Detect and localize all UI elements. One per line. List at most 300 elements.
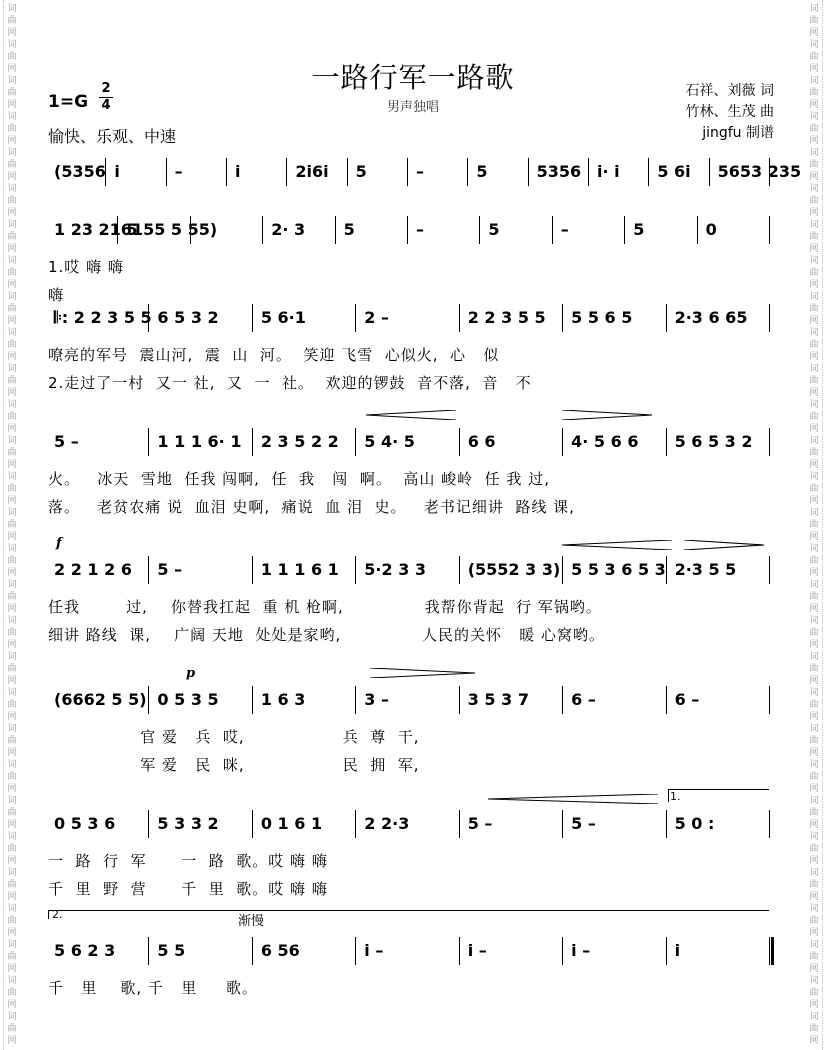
measure-notes: 5 6i [657, 162, 691, 181]
staff-line-6 [48, 686, 772, 714]
measure-notes: 𝄆: 2 2 3 5 5 [54, 308, 152, 327]
watermark-char: 曲 [7, 88, 17, 98]
watermark-char: 曲 [7, 448, 17, 458]
watermark-char: 曲 [809, 880, 819, 890]
barline [148, 556, 149, 584]
watermark-char: 曲 [7, 880, 17, 890]
measure-notes: 2 3 5 2 2 [260, 432, 339, 451]
watermark-char: 网 [809, 424, 819, 434]
watermark-char: 网 [7, 928, 17, 938]
measure-notes: – [416, 220, 424, 239]
barline [459, 686, 460, 714]
crescendo-hairpin-3 [370, 668, 475, 678]
watermark-char: 词 [809, 976, 819, 986]
watermark-char: 词 [7, 256, 17, 266]
watermark-char: 词 [809, 436, 819, 446]
barline [148, 304, 149, 332]
barline [709, 158, 710, 186]
measure-notes: 1 1 1 6· 1 [157, 432, 242, 451]
time-bottom: 4 [101, 98, 111, 113]
barline [467, 158, 468, 186]
watermark-char: 网 [809, 172, 819, 182]
watermark-char: 词 [7, 796, 17, 806]
watermark-char: 词 [809, 112, 819, 122]
watermark-char: 曲 [809, 952, 819, 962]
barline [769, 216, 770, 244]
watermark-char: 词 [7, 760, 17, 770]
measure-notes: (5552 3 3) [467, 560, 561, 579]
barline [562, 428, 563, 456]
barline [355, 304, 356, 332]
barline [459, 810, 460, 838]
measure-notes: 6 – [571, 690, 596, 709]
measure-notes: 5653 235 [717, 162, 802, 181]
watermark-char: 曲 [809, 376, 819, 386]
watermark-char: 词 [7, 868, 17, 878]
watermark-char: 网 [7, 424, 17, 434]
watermark-char: 词 [7, 580, 17, 590]
measure-notes: 5 – [571, 814, 596, 833]
measure-notes: 2·3 5 5 [674, 560, 737, 579]
watermark-char: 曲 [809, 232, 819, 242]
watermark-char: 词 [809, 760, 819, 770]
watermark-char: 网 [809, 244, 819, 254]
watermark-char: 词 [809, 868, 819, 878]
watermark-char: 网 [7, 1000, 17, 1010]
watermark-char: 曲 [809, 88, 819, 98]
watermark-char: 网 [809, 1036, 819, 1046]
staff-line-3 [48, 304, 772, 332]
watermark-char: 曲 [809, 124, 819, 134]
watermark-char: 曲 [7, 160, 17, 170]
watermark-char: 网 [7, 532, 17, 542]
volta-2-bracket [48, 910, 769, 919]
staff-line-2 [48, 216, 772, 244]
ritardando-mark: 渐慢 [238, 914, 265, 929]
watermark-char: 网 [7, 280, 17, 290]
watermark-char: 网 [809, 64, 819, 74]
barline [769, 686, 770, 714]
barline [666, 810, 667, 838]
measure-notes: 5356 [536, 162, 582, 181]
lyric-line: 军 爱 民 咪, 民 拥 军, [48, 756, 420, 774]
measure-notes: i [235, 162, 241, 181]
lyric-line: 千 里 歌, 千 里 歌。 [48, 979, 259, 997]
measure-notes: 2· 3 [271, 220, 306, 239]
watermark-char: 词 [7, 652, 17, 662]
watermark-char: 网 [7, 244, 17, 254]
measure-notes: 2 2 1 2 6 [54, 560, 132, 579]
watermark-char: 曲 [809, 988, 819, 998]
watermark-char: 曲 [809, 1024, 819, 1034]
barline [347, 158, 348, 186]
watermark-char: 曲 [7, 772, 17, 782]
measure-notes: 0 5 3 5 [157, 690, 219, 709]
watermark-char: 曲 [809, 700, 819, 710]
watermark-char: 曲 [7, 736, 17, 746]
measure-notes: 5 – [467, 814, 493, 833]
watermark-char: 网 [809, 532, 819, 542]
watermark-char: 网 [7, 712, 17, 722]
measure-notes: 4· 5 6 6 [571, 432, 639, 451]
barline [479, 216, 480, 244]
barline [252, 304, 253, 332]
watermark-char: 词 [809, 472, 819, 482]
measure-notes: 3 5 3 7 [467, 690, 529, 709]
measure-notes: 0 [705, 220, 717, 239]
watermark-char: 词 [7, 112, 17, 122]
watermark-char: 词 [809, 4, 819, 14]
measure-notes: 5 6·1 [260, 308, 306, 327]
barline [252, 556, 253, 584]
watermark-char: 网 [809, 1000, 819, 1010]
watermark-char: 网 [7, 892, 17, 902]
watermark-char: 词 [7, 940, 17, 950]
barline [407, 158, 408, 186]
barline [355, 810, 356, 838]
lyric-line: 落。 老贫农痛 说 血泪 史啊, 痛说 血 泪 史。 老书记细讲 路线 课, [48, 498, 575, 516]
song-subtitle: 男声独唱 [386, 100, 439, 115]
barline [552, 216, 553, 244]
measure-notes: 1 1 1 6 1 [260, 560, 339, 579]
barline [562, 937, 563, 965]
measure-notes: i – [467, 941, 487, 960]
watermark-char: 网 [809, 316, 819, 326]
measure-notes: 3 – [364, 690, 389, 709]
song-title: 一路行军一路歌 [311, 61, 515, 94]
watermark-char: 词 [7, 688, 17, 698]
watermark-char: 词 [809, 364, 819, 374]
watermark-char: 词 [809, 652, 819, 662]
tempo-marking: 愉快、乐观、中速 [48, 127, 177, 146]
watermark-char: 网 [809, 136, 819, 146]
watermark-char: 网 [7, 964, 17, 974]
watermark-char: 曲 [7, 52, 17, 62]
watermark-char: 网 [7, 640, 17, 650]
watermark-char: 词 [7, 976, 17, 986]
lyric-line: 1.哎 嗨 嗨 [48, 258, 124, 276]
measure-notes: 5 5 3 6 5 3 [571, 560, 666, 579]
watermark-char: 曲 [7, 592, 17, 602]
lyric-line: 一 路 行 军 一 路 歌。哎 嗨 嗨 [48, 852, 328, 870]
watermark-char: 曲 [7, 916, 17, 926]
barline [562, 304, 563, 332]
watermark-char: 词 [7, 220, 17, 230]
watermark-char: 网 [809, 712, 819, 722]
watermark-char: 网 [7, 496, 17, 506]
measure-notes: 5 5 [157, 941, 186, 960]
watermark-char: 曲 [809, 340, 819, 350]
barline [648, 158, 649, 186]
watermark-char: 词 [809, 1012, 819, 1022]
watermark-char: 词 [809, 544, 819, 554]
credit-lyricist: 石祥、刘薇 词 [685, 83, 774, 99]
watermark-char: 词 [7, 148, 17, 158]
watermark-char: 网 [809, 928, 819, 938]
dynamic-piano: p [186, 666, 196, 681]
measure-notes: 5 [488, 220, 500, 239]
watermark-char: 网 [7, 172, 17, 182]
barline [459, 937, 460, 965]
watermark-char: 曲 [809, 556, 819, 566]
watermark-char: 曲 [7, 340, 17, 350]
decrescendo-hairpin-1 [366, 410, 456, 420]
watermark-char: 网 [809, 820, 819, 830]
watermark-char: 网 [809, 388, 819, 398]
watermark-char: 曲 [7, 484, 17, 494]
watermark-char: 词 [7, 904, 17, 914]
crescendo-hairpin-1 [562, 410, 652, 420]
watermark-char: 词 [7, 436, 17, 446]
watermark-char: 网 [7, 568, 17, 578]
watermark-char: 网 [809, 748, 819, 758]
watermark-char: 网 [7, 388, 17, 398]
watermark-char: 词 [809, 220, 819, 230]
lyric-line: 官 爱 兵 哎, 兵 尊 干, [48, 728, 420, 746]
watermark-char: 词 [7, 1012, 17, 1022]
watermark-char: 曲 [809, 916, 819, 926]
barline [562, 556, 563, 584]
watermark-char: 网 [7, 460, 17, 470]
watermark-char: 词 [809, 400, 819, 410]
measure-notes: i [674, 941, 681, 960]
watermark-char: 词 [7, 724, 17, 734]
watermark-char: 曲 [7, 196, 17, 206]
watermark-char: 词 [809, 688, 819, 698]
measure-notes: 5 6 5 3 2 [674, 432, 753, 451]
watermark-char: 词 [809, 508, 819, 518]
watermark-char: 词 [809, 904, 819, 914]
watermark-char: 网 [809, 496, 819, 506]
barline [666, 304, 667, 332]
watermark-char: 网 [7, 100, 17, 110]
measure-notes: 0 1 6 1 [260, 814, 323, 833]
time-top: 2 [101, 81, 111, 96]
lyric-line: 嗨 [48, 286, 65, 304]
watermark-char: 曲 [7, 952, 17, 962]
watermark-char: 词 [7, 472, 17, 482]
barline [226, 158, 227, 186]
staff-line-1 [48, 158, 802, 186]
watermark-char: 词 [7, 40, 17, 50]
measure-notes: 2 – [364, 308, 389, 327]
barline [459, 304, 460, 332]
watermark-char: 曲 [7, 556, 17, 566]
barline [769, 304, 770, 332]
measure-notes: – [416, 162, 424, 181]
staff-line-8 [48, 937, 772, 965]
watermark-char: 词 [7, 4, 17, 14]
barline [262, 216, 263, 244]
volta-1-bracket [668, 789, 769, 802]
measure-notes: 5 – [54, 432, 79, 451]
watermark-char: 网 [7, 1036, 17, 1046]
watermark-char: 网 [7, 136, 17, 146]
watermark-char: 词 [809, 580, 819, 590]
watermark-char: 曲 [7, 808, 17, 818]
measure-notes: i· i [597, 162, 620, 181]
watermark-char: 曲 [809, 412, 819, 422]
volta-2-label: 2. [52, 908, 63, 921]
barline [666, 428, 667, 456]
watermark-char: 曲 [809, 844, 819, 854]
watermark-char: 词 [809, 76, 819, 86]
watermark-char: 词 [809, 796, 819, 806]
measure-notes: 2 2·3 [364, 814, 410, 833]
measure-notes: (6662 5 5) [54, 690, 147, 709]
measure-notes: 6 – [674, 690, 700, 709]
decrescendo-hairpin-2 [562, 540, 672, 550]
watermark-right [802, 0, 826, 1050]
watermark-char: 曲 [809, 16, 819, 26]
watermark-char: 词 [809, 256, 819, 266]
barline [588, 158, 589, 186]
watermark-char: 网 [809, 604, 819, 614]
watermark-char: 曲 [7, 412, 17, 422]
watermark-char: 曲 [7, 376, 17, 386]
watermark-char: 词 [809, 328, 819, 338]
watermark-char: 词 [7, 616, 17, 626]
watermark-char: 网 [809, 892, 819, 902]
barline [459, 428, 460, 456]
measure-notes: 5 [355, 162, 367, 181]
watermark-char: 网 [809, 460, 819, 470]
barline [252, 428, 253, 456]
barline [105, 158, 106, 186]
watermark-char: 网 [7, 604, 17, 614]
watermark-char: 网 [7, 208, 17, 218]
time-signature [99, 82, 113, 113]
watermark-char: 曲 [7, 844, 17, 854]
measure-notes: i – [571, 941, 591, 960]
barline [355, 428, 356, 456]
barline [148, 428, 149, 456]
crescendo-hairpin-4 [488, 794, 658, 804]
watermark-char: 曲 [7, 124, 17, 134]
barline [355, 556, 356, 584]
barline [769, 556, 770, 584]
barline [769, 158, 770, 186]
watermark-char: 网 [7, 64, 17, 74]
watermark-char: 曲 [809, 664, 819, 674]
watermark-char: 网 [809, 208, 819, 218]
staff-line-4 [48, 428, 772, 456]
barline [769, 810, 770, 838]
watermark-char: 网 [7, 316, 17, 326]
watermark-char: 网 [809, 352, 819, 362]
barline [769, 428, 770, 456]
measure-notes: 2i6i [295, 162, 329, 181]
lyric-line: 2.走过了一村 又一 社, 又 一 社。 欢迎的锣鼓 音不落, 音 不 [48, 374, 532, 392]
barline [117, 216, 118, 244]
barline [697, 216, 698, 244]
barline [252, 686, 253, 714]
staff-line-7 [48, 810, 772, 838]
staff-line-5 [48, 556, 772, 584]
measure-notes: 5 [633, 220, 645, 239]
watermark-char: 网 [7, 28, 17, 38]
measure-notes: 5 55 5 5 [126, 220, 199, 239]
watermark-char: 词 [809, 292, 819, 302]
credit-engraver: jingfu 制谱 [702, 125, 774, 141]
lyric-line: 嘹亮的军号 震山河, 震 山 河。 笑迎 飞雪 心似火, 心 似 [48, 346, 500, 364]
measure-notes: 6 56 [260, 941, 300, 960]
lyric-line: 细讲 路线 课, 广阔 天地 处处是家哟, 人民的关怀 暖 心窝哟。 [48, 626, 606, 644]
barline [190, 216, 191, 244]
measure-notes: i – [364, 941, 384, 960]
measure-notes: 1 23 2161 [54, 220, 144, 239]
watermark-char: 网 [809, 640, 819, 650]
watermark-char: 网 [809, 568, 819, 578]
barline [459, 556, 460, 584]
watermark-char: 词 [809, 616, 819, 626]
watermark-char: 曲 [7, 304, 17, 314]
barline [148, 810, 149, 838]
watermark-char: 曲 [7, 628, 17, 638]
watermark-char: 曲 [809, 160, 819, 170]
measure-notes: 5 – [157, 560, 183, 579]
watermark-char: 词 [809, 40, 819, 50]
watermark-char: 曲 [7, 520, 17, 530]
measure-notes: 5 6 2 3 [54, 941, 116, 960]
watermark-char: 网 [809, 676, 819, 686]
measure-notes: – [174, 162, 183, 181]
barline [252, 937, 253, 965]
barline [624, 216, 625, 244]
watermark-char: 词 [7, 832, 17, 842]
watermark-char: 词 [7, 76, 17, 86]
measure-notes: 2 2 3 5 5 [467, 308, 546, 327]
barline [562, 686, 563, 714]
lyric-line: 任我 过, 你替我扛起 重 机 枪啊, 我帮你背起 行 军锅哟。 [48, 598, 602, 616]
watermark-char: 曲 [7, 700, 17, 710]
measure-notes: 5 4· 5 [364, 432, 415, 451]
watermark-char: 词 [7, 544, 17, 554]
barline [355, 937, 356, 965]
watermark-char: 曲 [809, 196, 819, 206]
measure-notes: 5 3 3 2 [157, 814, 219, 833]
measure-notes: 1 6 3 [260, 690, 306, 709]
watermark-char: 曲 [7, 268, 17, 278]
measure-notes: 5 [476, 162, 488, 181]
watermark-char: 词 [809, 832, 819, 842]
watermark-char: 曲 [809, 592, 819, 602]
watermark-char: 曲 [7, 1024, 17, 1034]
watermark-char: 词 [7, 508, 17, 518]
watermark-char: 网 [7, 748, 17, 758]
watermark-char: 网 [809, 964, 819, 974]
watermark-char: 网 [809, 784, 819, 794]
barline [335, 216, 336, 244]
volta-1-label: 1. [670, 790, 681, 803]
measure-notes: 6 6 [467, 432, 496, 451]
barline [562, 810, 563, 838]
measure-notes: 0 5 3 6 [54, 814, 116, 833]
watermark-char: 曲 [7, 16, 17, 26]
watermark-char: 词 [809, 724, 819, 734]
watermark-char: 曲 [809, 52, 819, 62]
barline [148, 686, 149, 714]
watermark-char: 曲 [809, 268, 819, 278]
measure-notes: – [560, 220, 569, 239]
measure-notes: 2·3 6 65 [674, 308, 748, 327]
watermark-char: 曲 [809, 304, 819, 314]
watermark-char: 词 [7, 328, 17, 338]
watermark-char: 网 [7, 856, 17, 866]
watermark-char: 网 [7, 352, 17, 362]
measure-notes: 5·2 3 3 [364, 560, 427, 579]
watermark-char: 曲 [809, 628, 819, 638]
